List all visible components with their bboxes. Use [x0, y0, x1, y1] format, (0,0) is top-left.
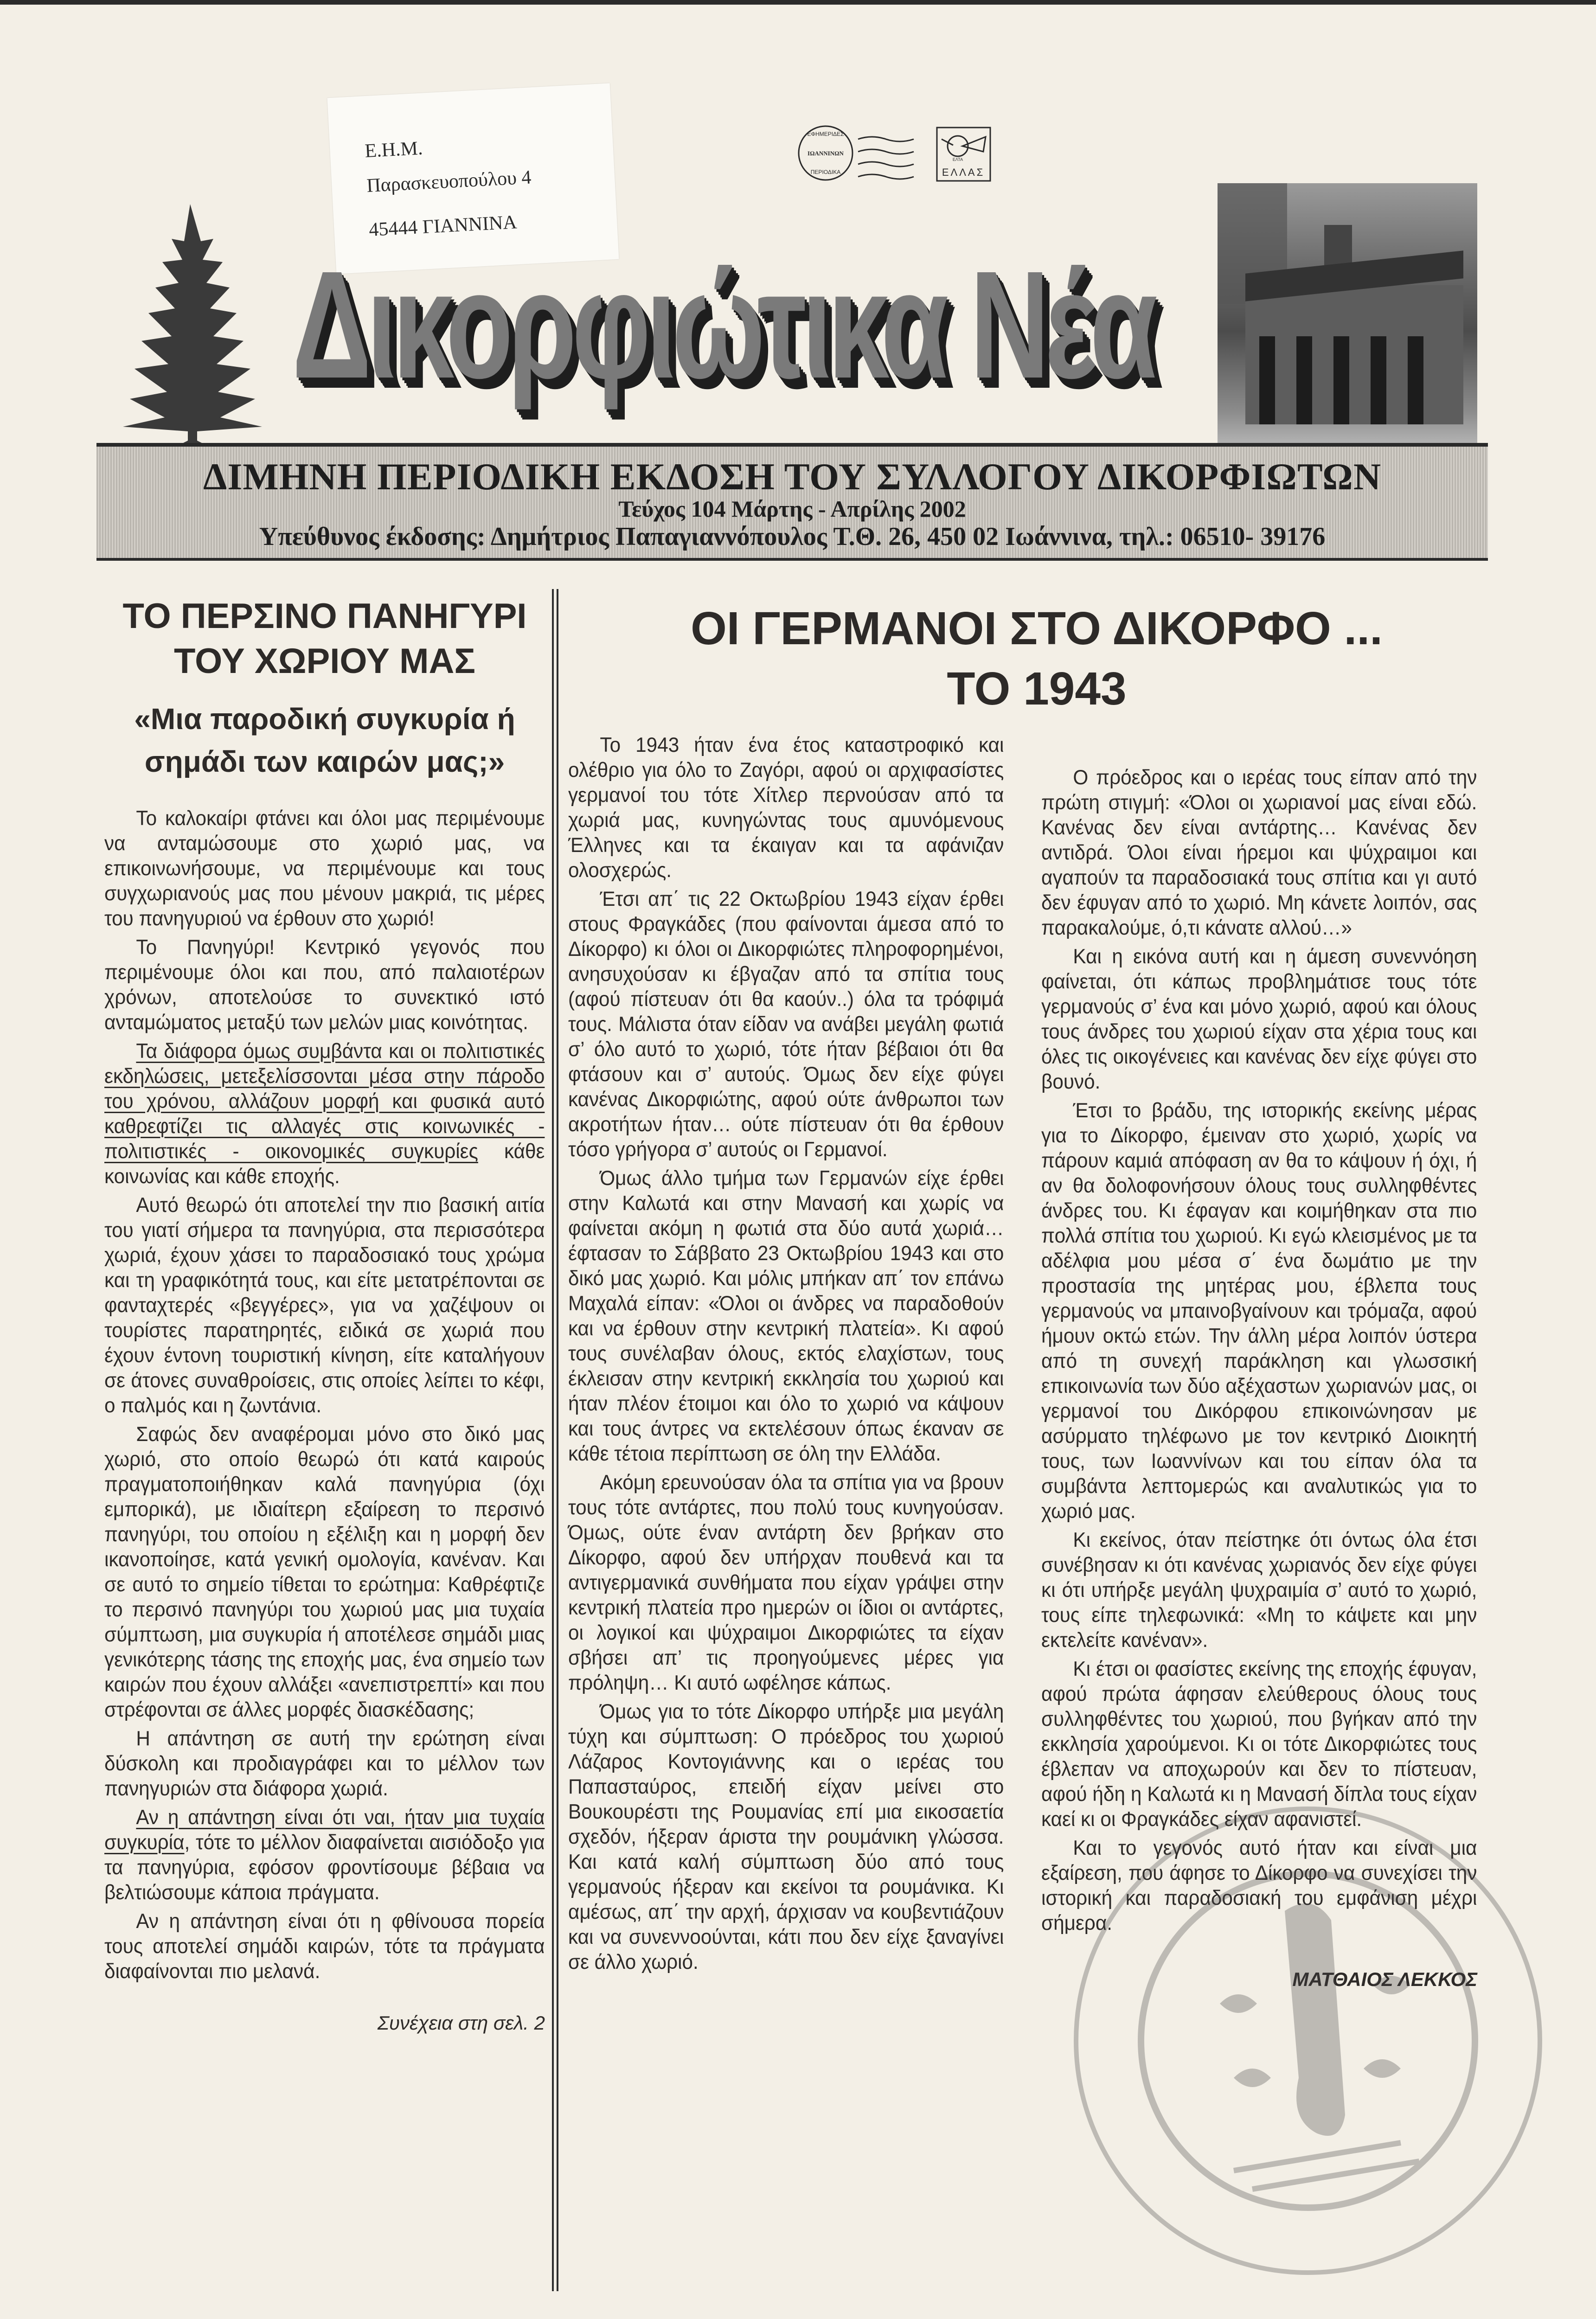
- main-article-column-1: [568, 733, 1004, 1975]
- postmark-logo-text: ΕΛΤΑ: [952, 157, 963, 162]
- paragraph: Και το γεγονός αυτό ήταν και είναι μια εξαίρεση, που άφησε το Δίκορφο να συνεχίσει την ιστορική και παραδοσιακή του εμφάνιση μέχρι σήμερα.: [1041, 1837, 1477, 1935]
- issue-info: Τεύχος 104 Μάρτης - Απρίλης 2002: [618, 496, 966, 522]
- village-building-photo: [1218, 183, 1477, 452]
- scan-edge: [0, 0, 1596, 5]
- underlined-text: Τα διάφορα όμως συμβάντα και οι πολιτιστικές εκδηλώσεις, μετεξελίσσονται μέσα στην πάροδο του χρόνου, αλλάζουν μορφή και φυσικά αυτό καθρεφτίζει τις αλλαγές στις κοινωνικές - πολιτιστικές - οικονομικές συγκυρίες: [104, 1040, 545, 1163]
- paragraph: Το Πανηγύρι! Κεντρικό γεγονός που περιμένουμε όλοι και που, από παλαιοτέρων χρόνων, αποτελούσε το συνεκτικό ιστό ανταμώματος μεταξύ των μελών μιας κοινότητας.: [104, 936, 545, 1034]
- continued-note: Συνέχεια στη σελ. 2: [377, 2012, 545, 2034]
- column-divider: [552, 589, 558, 2291]
- main-headline-line: ΟΙ ΓΕΡΜΑΝΟΙ ΣΤΟ ΔΙΚΟΡΦΟ ...: [691, 602, 1383, 654]
- paragraph: Έτσι απ΄ τις 22 Οκτωβρίου 1943 είχαν έρθει στους Φραγκάδες (που φαίνονται άμεσα από το Δίκορφο) κι όλοι οι Δικορφιώτες πληροφορημένοι, ανησυχούσαν κι έβγαζαν από τα σπίτια τους (αφού πίστευαν ότι θα καούν..) όλα τα τρόφιμά τους. Μάλιστα όταν είδαν να ανάβει μεγάλη φωτιά σ’ όλο αυτό το χωριό, τότε ήταν βέβαιοι ότι θα φτάσουν και σ’ αυτούς. Όμως δεν είχε φύγει κανένας Δικορφιώτης, αφού ούτε άνθρωποι των ακροτήτων ήταν… ούτε πίστευαν ότι θα έρθουν τόσο γρήγορα σ’ αυτούς οι Γερμανοί.: [568, 888, 1004, 1161]
- masthead-info-box: [96, 443, 1488, 561]
- paragraph: Αυτό θεωρώ ότι αποτελεί την πιο βασική αιτία του γιατί σήμερα τα πανηγύρια, στα περισσότερα χωριά, έχουν χάσει το παραδοσιακό τους χρώμα και τη γραφικότητά τους, και είτε μετατρέπονται σε φανταχτερές «βεγγέρες», για να χαζέψουν οι τουρίστες παρατηρητές, ειδικά σε χωριά που έχουν έντονη τουριστική κίνηση, είτε καταλήγουν σε άτονες συναθροίσεις, στις οποίες λείπει το κέφι, ο παλμός και η ζωντάνια.: [104, 1194, 545, 1417]
- paragraph: Και η εικόνα αυτή και η άμεση συνεννόηση φαίνεται, ότι κάπως προβλημάτισε τους τότε γερμανούς σ’ ένα και μόνο χωριό, αφού και όλους τους άνδρες του χωριού είχαν στα χέρια τους και όλες τις οικογένειες και κανένας δεν είχε φύγει στο βουνό.: [1041, 945, 1477, 1093]
- paragraph-text: , τότε το μέλλον διαφαίνεται αισιόδοξο για τα πανηγύρια, εφόσον φροντίσουμε βέβαια να βελτιώσουμε κάποια πράγματα.: [104, 1831, 545, 1904]
- postmark-bottom-text: ΠΕΡΙΟΔΙΚΑ: [810, 169, 841, 175]
- paragraph: Ο πρόεδρος και ο ιερέας τους είπαν από την πρώτη στιγμή: «Όλοι οι χωριανοί μας είναι εδώ. Κανένας δεν είναι αντάρτης… Κανένας δεν αντιδρά. Όλοι είναι ήρεμοι και ψύχραιμοι και αγαπούν τα παραδοσιακά τους σπίτια και γι αυτό δεν έφυγαν από το χωριό. Μη κάνετε λοιπόν, σας παρακαλούμε, ό,τι κάνατε αλλού…»: [1041, 766, 1477, 939]
- paragraph: Αν η απάντηση είναι ότι η φθίνουσα πορεία τους αποτελεί σημάδι καιρών, τότε τα πράγματα διαφαίνονται πιο μελανά.: [104, 1910, 545, 1983]
- left-subheadline-line: «Μια παροδική συγκυρία ή: [134, 702, 515, 736]
- address-line-1: Ε.Η.Μ.: [364, 137, 423, 162]
- left-subheadline-line: σημάδι των καιρών μας;»: [144, 745, 505, 778]
- main-headline-line: ΤΟ 1943: [947, 663, 1127, 715]
- main-article-column-2: [1041, 765, 1477, 1991]
- underlined-text: Αν η απάντηση είναι ότι ναι, ήταν μια τυχαία συγκυρία: [104, 1806, 545, 1854]
- paragraph: Ακόμη ερευνούσαν όλα τα σπίτια για να βρουν τους τότε αντάρτες, που πολύ τους κυνηγούσαν. Όμως, ούτε έναν αντάρτη δεν βρήκαν στο Δίκορφο, αφού δεν υπήρχαν πουθενά και τα αντιγερμανικά συνθήματα που είχαν γράψει στην κεντρική πλατεία προ ημερών οι ίδιοι οι αντάρτες, οι λογικοί και ψύχραιμοι Δικορφιώτες τα είχαν σβήσει απ’ τις προηγούμενες μέρες για πρόληψη… Κι αυτό ωφέλησε κάπως.: [568, 1471, 1004, 1694]
- address-line-3: 45444 ΓΙΑΝΝΙΝΑ: [368, 211, 518, 241]
- paragraph: Το καλοκαίρι φτάνει και όλοι μας περιμένουμε να ανταμώσουμε στο χωριό μας, να επικοινωνήσουμε, να περιμένουμε και τους συγχωριανούς μας που μένουν μακριά, τις μέρες του πανηγυριού να έρθουν στο χωριό!: [104, 807, 545, 930]
- postmark-icon: [798, 118, 993, 188]
- masthead-title: Δικορφιώτικα Νέα: [292, 239, 1153, 410]
- left-article: [104, 589, 545, 2034]
- paragraph: Η απάντηση σε αυτή την ερώτηση είναι δύσκολη και προδιαγράφει και το μέλλον των πανηγυριών στα διάφορα χωριά.: [104, 1727, 545, 1800]
- article-author: ΜΑΤΘΑΙΟΣ ΛΕΚΚΟΣ: [1292, 1968, 1477, 1990]
- left-headline-line: ΤΟΥ ΧΩΡΙΟΥ ΜΑΣ: [174, 641, 475, 681]
- fir-tree-icon: [95, 204, 290, 473]
- left-subheadline: [104, 698, 545, 783]
- postmark-country-text: ΕΛΛΑΣ: [942, 167, 985, 178]
- paragraph: [104, 1039, 545, 1189]
- left-headline-line: ΤΟ ΠΕΡΣΙΝΟ ΠΑΝΗΓΥΡΙ: [122, 596, 527, 636]
- paragraph-text: κάθε κοινωνίας και κάθε εποχής.: [104, 1140, 545, 1188]
- main-headline: [584, 598, 1489, 719]
- editor-info: Υπεύθυνος έκδοσης: Δημήτριος Παπαγιαννόπουλος Τ.Θ. 26, 450 02 Ιωάννινα, τηλ.: 06510- 39176: [259, 522, 1326, 551]
- paragraph: Σαφώς δεν αναφέρομαι μόνο στο δικό μας χωριό, στο οποίο θεωρώ ότι κατά καιρούς πραγματοποιήθηκαν καλά πανηγύρια (όχι εμπορικά), με ιδιαίτερη εξαίρεση το περσινό πανηγύρι, του οποίου η εξέλιξη και η μορφή δεν ικανοποίησε, κατά γενική ομολογία, κανέναν. Και σε αυτό το σημείο τίθεται το ερώτημα: Καθρέφτιζε το περσινό πανηγύρι του χωριού μας μια τυχαία σύμπτωση, μια συγκυρία ή αποτέλεσε σημάδι μιας γενικότερης τάσης της εποχής μας, ένα σημείο των καιρών που έχουν αλλάξει «ανεπιστρεπτί» και που στρέφονται σε άλλες μορφές διασκέδασης;: [104, 1423, 545, 1721]
- paragraph: Έτσι το βράδυ, της ιστορικής εκείνης μέρας για το Δίκορφο, έμειναν στο χωριό, χωρίς να πάρουν καμιά απόφαση αν θα το κάψουν ή όχι, ή αν θα δολοφονήσουν όλους τους συλληφθέντες άνδρες του. Κι έφαγαν και κοιμήθηκαν στα πιο πολλά σπίτια του χωριού. Κι εγώ κλεισμένος με τα αδέλφια μου μέσα σ΄ ένα δωμάτιο με την προστασία της μητέρας μου, έβλεπα τους γερμανούς να μπαινοβγαίνουν και τρόμαζα, αφού ήμουν οκτώ ετών. Την άλλη μέρα λοιπόν ύστερα από τη συνεχή παράκληση και γλωσσική επικοινωνία των δύο αξέχαστων χωριανών μας, οι γερμανοί του Δικόρφου επικοινώνησαν με ασύρματο τηλέφωνο με τον κεντρικό Διοικητή τους, των Ιωαννίνων και του είπαν όλα τα συμβάντα λεπτομερώς και αναλυτικώς για το χωριό μας.: [1041, 1099, 1477, 1523]
- paragraph: [104, 1805, 545, 1905]
- publication-subtitle: ΔΙΜΗΝΗ ΠΕΡΙΟΔΙΚΗ ΕΚΔΟΣΗ ΤΟΥ ΣΥΛΛΟΓΟΥ ΔΙΚΟΡΦΙΩΤΩΝ: [203, 455, 1382, 498]
- address-line-2: Παρασκευοπούλου 4: [366, 167, 532, 197]
- paragraph: Το 1943 ήταν ένα έτος καταστροφικό και ολέθριο για όλο το Ζαγόρι, αφού οι αρχιφασίστες γερμανοί του τότε Χίτλερ περνούσαν από τα χωριά μας, κυνηγώντας τους αμυνόμενους Έλληνες και τα έκαιγαν και τα αφάνιζαν ολοσχερώς.: [568, 734, 1004, 882]
- paragraph: Κι εκείνος, όταν πείστηκε ότι όντως όλα έτσι συνέβησαν κι ότι κανένας χωριανός δεν είχε φύγει κι ότι υπήρξε μεγάλη ψυχραιμία σ’ αυτό το χωριό, τους είπε τηλεφωνικά: «Μη το κάψετε και μην εκτελείτε κανέναν».: [1041, 1529, 1477, 1652]
- postmark-center-text: ΙΩΑΝΝΙΝΩΝ: [808, 150, 844, 157]
- paragraph: Όμως για το τότε Δίκορφο υπήρξε μια μεγάλη τύχη και σύμπτωση: Ο πρόεδρος του χωριού Λάζαρος Κοντογιάννης και ο ιερέας του Παπασταύρος, επειδή είχαν μείνει στο Βουκουρέστι της Ρουμανίας επί μια εικοσαετία σχεδόν, ήξεραν άριστα την ρουμάνικη γλώσσα. Και κατά καλή σύμπτωση δύο από τους γερμανούς ήξεραν και εκείνοι τα ρουμάνικα. Κι αμέσως, απ΄ την αρχή, άρχισαν να κουβεντιάζουν και να συνεννοούνται, κάτι που δεν είχε ξαναγίνει σε άλλο χωριό.: [568, 1700, 1004, 1973]
- postmark-top-text: ΕΦΗΜΕΡΙΔΕΣ: [807, 131, 844, 137]
- paragraph: Όμως άλλο τμήμα των Γερμανών είχε έρθει στην Καλωτά και στην Μανασή και χωρίς να φαίνεται ακόμη η φωτιά στα δύο αυτά χωριά… έφτασαν το Σάββατο 23 Οκτωβρίου 1943 και στο δικό μας χωριό. Και μόλις μπήκαν απ΄ τον επάνω Μαχαλά είπαν: «Όλοι οι άνδρες να παραδοθούν και να έρθουν στην κεντρική πλατεία». Κι αφού τους συνέλαβαν όλους, εκτός ελαχίστων, τους έκλεισαν στην κεντρική εκκλησία του χωριού και ήταν πλέον έτοιμοι και όλο το χωριό να κάψουν και τους άντρες να εκτελέσουν όπως έκαναν σε κάθε τέτοια περίπτωση σε όλη την Ελλάδα.: [568, 1167, 1004, 1465]
- paragraph: Κι έτσι οι φασίστες εκείνης της εποχής έφυγαν, αφού πρώτα άφησαν ελεύθερους όλους τους συλληφθέντες του χωριού, που βγήκαν από την εκκλησία χαρούμενοι. Κι οι τότε Δικορφιώτες τους έβλεπαν να αποχωρούν και δεν το πίστευαν, αφού ήδη η Καλωτά κι η Μανασή δίπλα τους είχαν καεί κι οι Φραγκάδες είχαν αφανιστεί.: [1041, 1658, 1477, 1831]
- left-headline: [104, 594, 545, 684]
